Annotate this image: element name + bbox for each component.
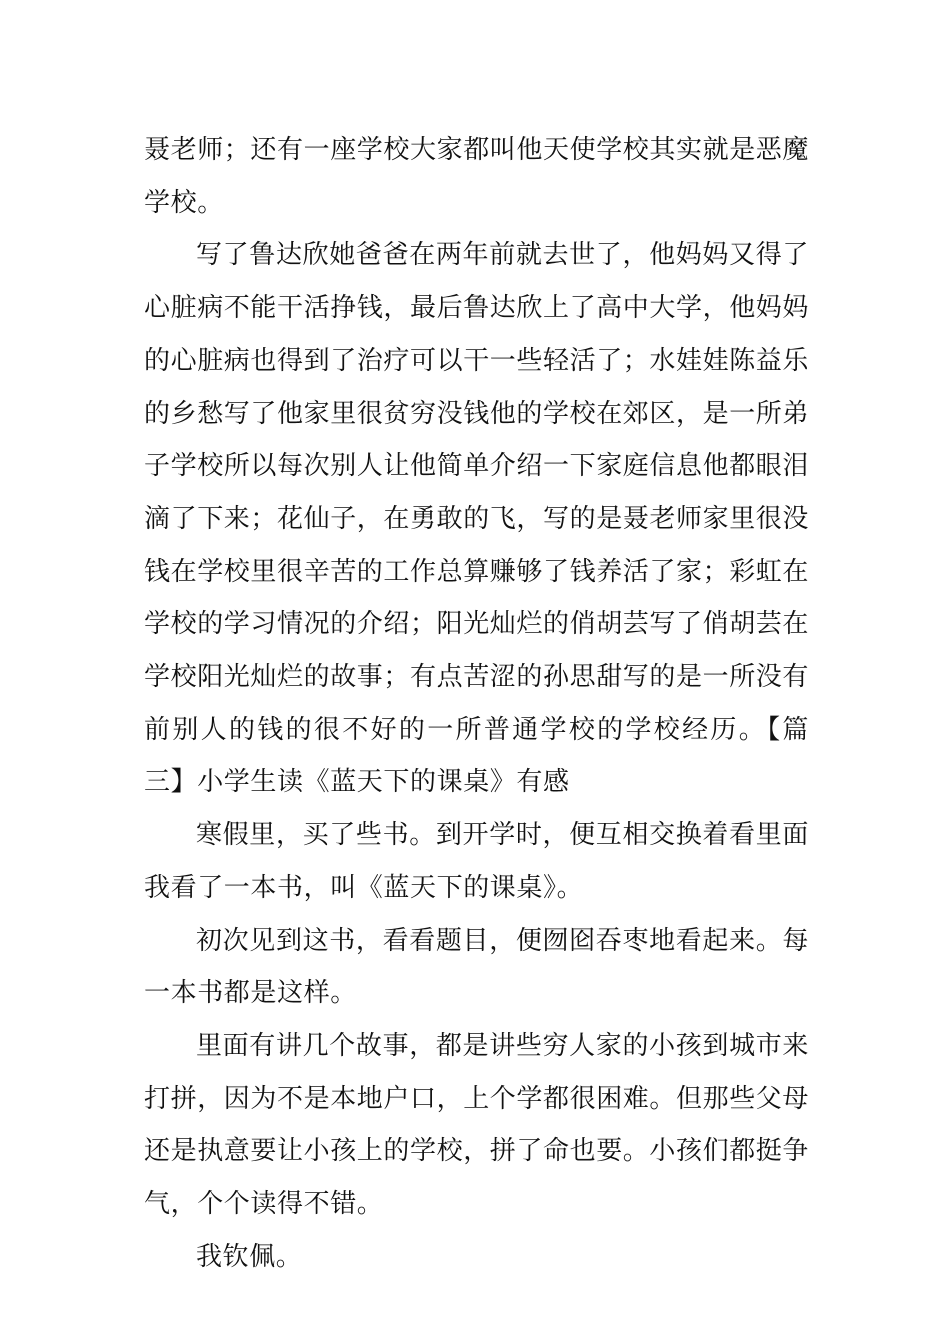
paragraph-continued: 聂老师；还有一座学校大家都叫他天使学校其实就是恶魔学校。 (144, 135, 810, 218)
paragraph: 里面有讲几个故事，都是讲些穷人家的小孩到城市来打拼，因为不是本地户口，上个学都很困难。但那些父母还是执意要让小孩上的学校，拼了命也要。小孩们都挺争气，个个读得不错。 (144, 1030, 810, 1220)
paragraph: 初次见到这书，看看题目，便囫囵吞枣地看起来。每一本书都是这样。 (144, 925, 809, 1009)
paragraph: 寒假里，买了些书。到开学时，便互相交换着看里面我看了一本书，叫《蓝天下的课桌》。 (144, 820, 809, 903)
document-body (144, 124, 809, 1283)
paragraph: 我钦佩。 (196, 1241, 303, 1272)
paragraph: 写了鲁达欣她爸爸在两年前就去世了，他妈妈又得了心脏病不能干活挣钱，最后鲁达欣上了高中大学，他妈妈的心脏病也得到了治疗可以干一些轻活了；水娃娃陈益乐的乡愁写了他家里很贫穷没钱他的学校在郊区，是一所弟子学校所以每次别人让他简单介绍一下家庭信息他都眼泪滴了下来；花仙子，在勇敢的飞，写的是聂老师家里很没钱在学校里很辛苦的工作总算赚够了钱养活了家；彩虹在学校的学习情况的介绍；阳光灿烂的俏胡芸写了俏胡芸在学校阳光灿烂的故事；有点苦涩的孙思甜写的是一所没有前别人的钱的很不好的一所普通学校的学校经历。【篇三】小学生读《蓝天下的课桌》有感 (144, 240, 810, 798)
